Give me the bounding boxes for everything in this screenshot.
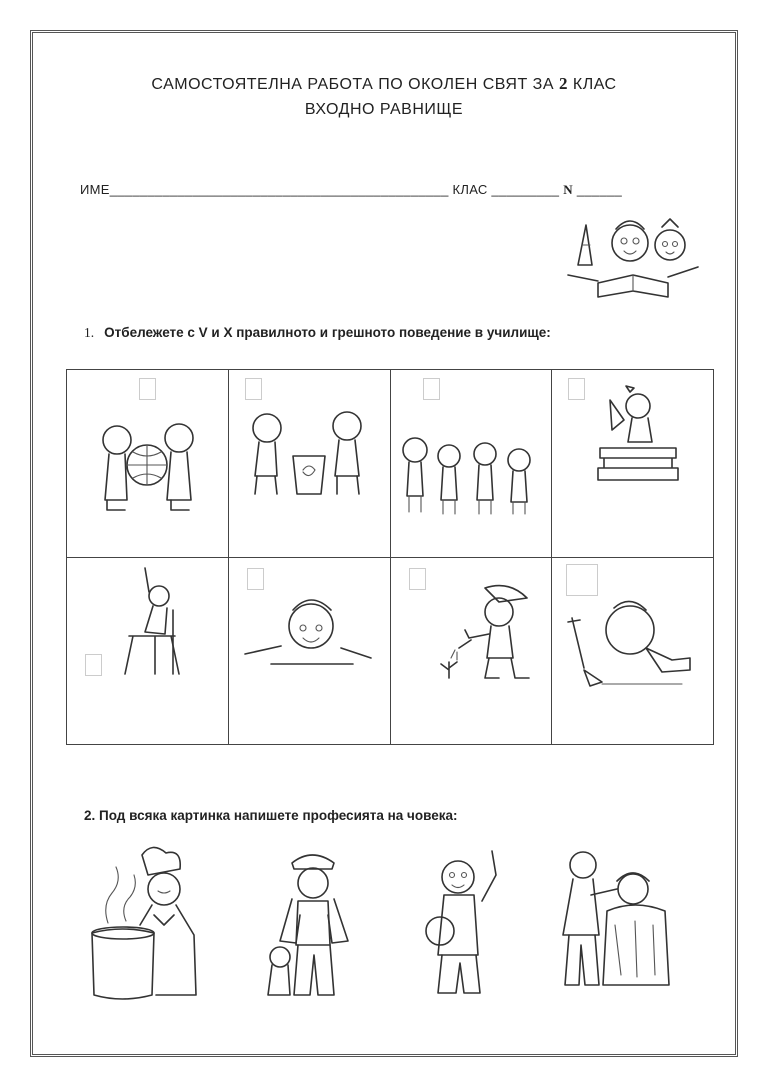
answer-box[interactable] bbox=[85, 654, 102, 676]
name-field[interactable]: _____________________________________________ bbox=[109, 182, 449, 197]
task2-instruction: 2. Под всяка картинка напишете професията на човека: bbox=[84, 808, 458, 823]
grade-number: 2 bbox=[558, 74, 568, 93]
student-info-line bbox=[80, 182, 730, 198]
hairdresser-icon bbox=[555, 845, 685, 1005]
grid-cell bbox=[228, 557, 390, 745]
grid-cell bbox=[390, 557, 552, 745]
task1-text: Отбележете с V и X правилното и грешното поведение в училище: bbox=[104, 325, 551, 340]
class-field[interactable]: _________ bbox=[491, 182, 560, 197]
boy-watering-plant-icon bbox=[429, 578, 549, 688]
chef-icon bbox=[82, 845, 212, 1005]
grid-cell bbox=[552, 557, 714, 745]
name-label: ИМЕ bbox=[80, 182, 110, 197]
grid-cell bbox=[552, 370, 714, 558]
number-field[interactable]: ______ bbox=[576, 182, 623, 197]
kids-reading-clipart-icon bbox=[558, 205, 708, 305]
child-writing-on-floor-icon bbox=[562, 598, 702, 698]
class-label: КЛАС bbox=[452, 182, 488, 197]
grid-cell bbox=[390, 370, 552, 558]
task1-number: 1. bbox=[84, 325, 95, 340]
grid-cell bbox=[67, 557, 229, 745]
child-climbing-chair-icon bbox=[115, 562, 195, 682]
behavior-grid bbox=[66, 369, 714, 745]
answer-box[interactable] bbox=[423, 378, 440, 400]
answer-box[interactable] bbox=[409, 568, 426, 590]
police-officer-icon bbox=[258, 845, 368, 1005]
answer-box[interactable] bbox=[568, 378, 585, 400]
children-holding-globe-icon bbox=[87, 410, 207, 520]
girl-reading-on-books-icon bbox=[590, 380, 690, 490]
answer-box[interactable] bbox=[566, 564, 598, 596]
task1-instruction bbox=[84, 325, 551, 341]
children-recycling-icon bbox=[241, 400, 381, 500]
grid-cell bbox=[228, 370, 390, 558]
number-label: N bbox=[563, 182, 573, 197]
child-lying-on-floor-icon bbox=[241, 592, 381, 682]
children-in-line-icon bbox=[399, 430, 549, 520]
worksheet-title bbox=[0, 74, 768, 94]
title-class-word: КЛАС bbox=[572, 76, 617, 93]
worksheet-subtitle: ВХОДНО РАВНИЩЕ bbox=[304, 101, 464, 118]
grid-cell bbox=[67, 370, 229, 558]
answer-box[interactable] bbox=[139, 378, 156, 400]
answer-box[interactable] bbox=[245, 378, 262, 400]
astronaut-icon bbox=[416, 845, 516, 1005]
title-text: САМОСТОЯТЕЛНА РАБОТА ПО ОКОЛЕН СВЯТ ЗА bbox=[151, 76, 554, 93]
answer-box[interactable] bbox=[247, 568, 264, 590]
